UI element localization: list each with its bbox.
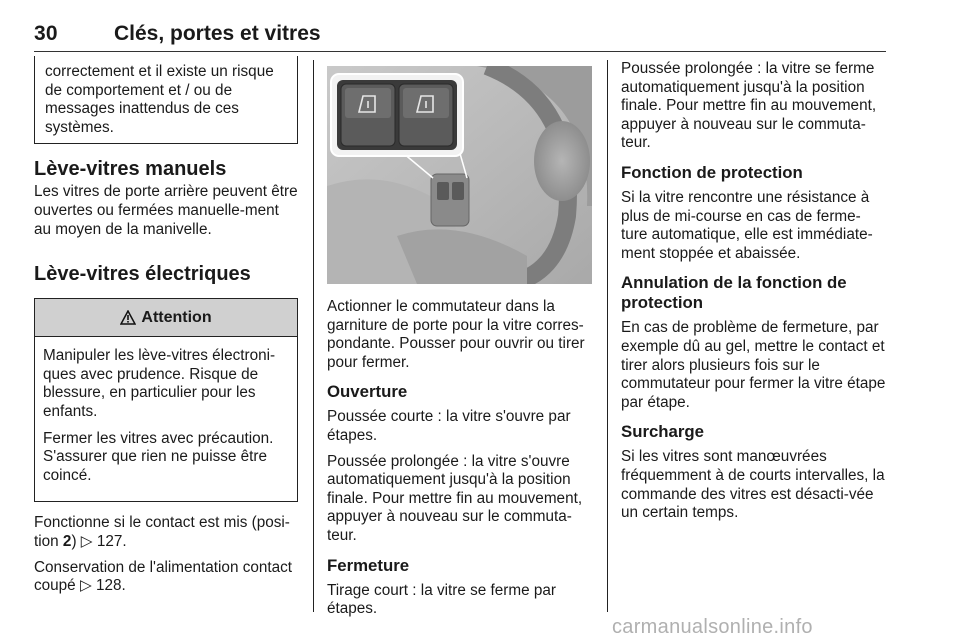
page-reference-link[interactable]: 128. [95, 577, 126, 595]
power-windows-heading: Lève-vitres électriques [34, 263, 251, 286]
warning-box [34, 298, 298, 502]
warning-text-2: Fermer les vitres avec précaution. S'assurer que rien ne puisse être coincé. [43, 429, 274, 484]
closing-heading: Fermeture [327, 555, 410, 575]
function-note-text: Fonctionne si le contact est mis (posi-tion [34, 514, 290, 550]
manual-windows-heading: Lève-vitres manuels [34, 158, 227, 181]
column-left [34, 60, 298, 603]
watermark: carmanualsonline.info [612, 616, 813, 638]
header-rule [34, 51, 886, 52]
cancel-protection-text: En cas de problème de fermeture, par exemple dû au gel, mettre le contact et tirer alors plusieurs fois sur le commutateur pour fermer la vitre étape par étape. [621, 319, 886, 411]
page-title: Clés, portes et vitres [114, 22, 321, 45]
warning-title: Attention [141, 308, 212, 326]
column-divider [607, 60, 608, 612]
function-note-suffix: ) [71, 532, 81, 550]
retained-power-note [34, 559, 298, 596]
page-reference-icon[interactable]: ▷ [79, 577, 92, 595]
manual-windows-text: Les vitres de porte arrière peuvent être ouvertes ou fermées manuelle-ment au moyen de la manivelle. [34, 183, 298, 238]
opening-heading: Ouverture [327, 382, 408, 402]
ignition-position: 2 [62, 532, 72, 550]
warning-body [35, 337, 297, 501]
opening-long: Poussée prolongée : la vitre s'ouvre automatiquement jusqu'à la position finale. Pour mettre fin au mouvement, appuyer à nouveau sur le commuta-teur. [327, 452, 583, 544]
switch-instruction: Actionner le commutateur dans la garniture de porte pour la vitre corres-pondante. Pousser pour ouvrir ou tirer pour fermer. [327, 298, 585, 371]
cancel-protection-heading: Annulation de la fonction de protection [621, 273, 847, 313]
warning-triangle-icon [120, 310, 136, 325]
closing-short: Tirage court : la vitre se ferme par étapes. [327, 581, 556, 618]
page-reference-icon[interactable]: ▷ [80, 532, 93, 550]
window-switches-illustration [327, 66, 592, 284]
overload-text: Si les vitres sont manœuvrées fréquemment à de courts intervalles, la commande des vitres est désacti-vée un certain temps. [621, 448, 885, 522]
function-note [34, 514, 298, 551]
warning-header [35, 299, 297, 337]
column-middle [327, 60, 592, 626]
warning-text-1: Manipuler les lève-vitres électroni-ques avec prudence. Risque de blessure, en particulier pour les enfants. [43, 347, 276, 420]
overload-heading: Surcharge [621, 422, 705, 442]
protection-heading: Fonction de protection [621, 162, 803, 182]
opening-short: Poussée courte : la vitre s'ouvre par étapes. [327, 408, 571, 444]
column-right [621, 60, 887, 530]
page-reference-link[interactable]: 127. [96, 532, 127, 550]
column-divider [313, 60, 314, 612]
retained-power-text: Conservation de l'alimentation contact coupé [34, 558, 293, 595]
closing-long: Poussée prolongée : la vitre se ferme automatiquement jusqu'à la position finale. Pour mettre fin au mouvement, appuyer à nouveau sur le commuta-teur. [621, 60, 877, 152]
page-number: 30 [34, 22, 58, 45]
continued-warning-box [34, 56, 298, 144]
protection-text: Si la vitre rencontre une résistance à plus de mi-course en cas de ferme-ture automatique, elle est immédiate-ment stoppée et abaissée. [621, 188, 873, 262]
continued-warning-text: correctement et il existe un risque de comportement et / ou de messages inattendus de ces systèmes. [45, 63, 274, 136]
